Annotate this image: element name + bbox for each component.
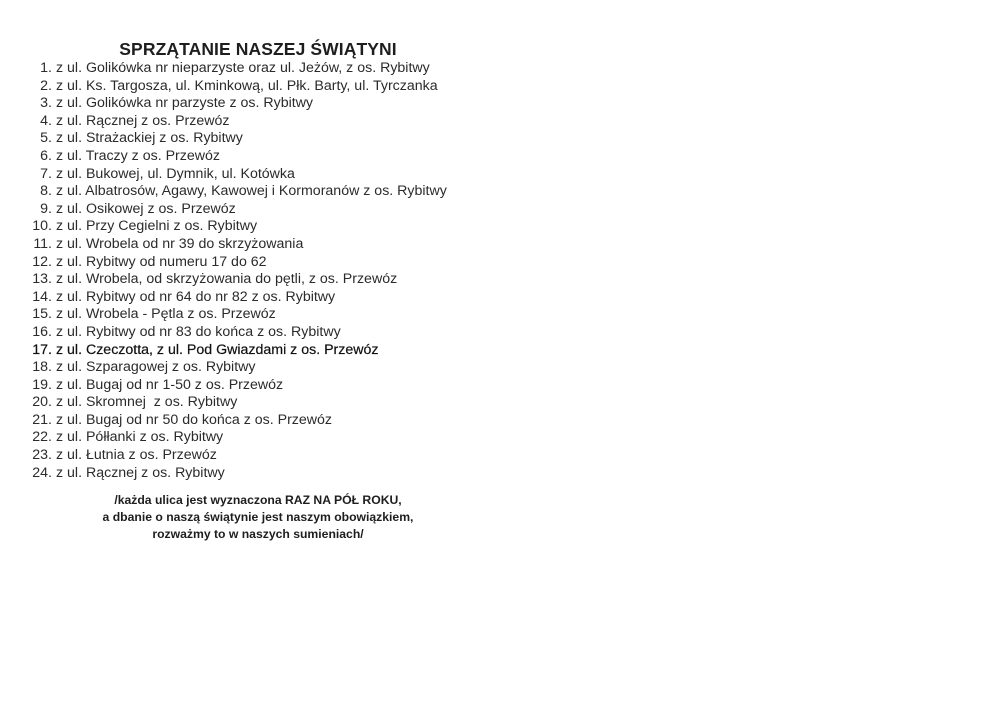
list-item-number: 10. bbox=[32, 218, 52, 235]
list-item-text: z ul. Bugaj od nr 50 do końca z os. Przewóz bbox=[56, 411, 333, 428]
list-item-number: 20. bbox=[32, 394, 52, 411]
list-item-number: 9. bbox=[40, 200, 52, 217]
list-item-text: z ul. Rącznej z os. Rybitwy bbox=[56, 464, 225, 481]
list-item-text: z ul. Rybitwy od nr 83 do końca z os. Rybitwy bbox=[56, 323, 341, 340]
list-item-number: 16. bbox=[32, 323, 52, 340]
list-item-number: 3. bbox=[40, 95, 52, 112]
list-item-number: 22. bbox=[32, 429, 52, 446]
list-item-number: 24. bbox=[32, 464, 52, 481]
list-item-text: z ul. Czeczotta, z ul. Pod Gwiazdami z os. Przewóz bbox=[56, 341, 379, 358]
list-item-number: 8. bbox=[40, 183, 52, 200]
list-item-number: 2. bbox=[40, 77, 52, 94]
list-item-text: z ul. Łutnia z os. Przewóz bbox=[56, 447, 217, 464]
list-item-number: 6. bbox=[40, 147, 52, 164]
footer-note-line: rozważmy to w naszych sumieniach/ bbox=[152, 527, 364, 542]
footer-note-line: /każda ulica jest wyznaczona RAZ NA PÓŁ ROKU, bbox=[114, 493, 402, 507]
list-item-text: z ul. Rybitwy od numeru 17 do 62 bbox=[56, 253, 267, 270]
list-item-text: z ul. Albatrosów, Agawy, Kawowej i Kormoranów z os. Rybitwy bbox=[56, 183, 447, 200]
list-item-text: z ul. Szparagowej z os. Rybitwy bbox=[56, 359, 256, 376]
list-item-number: 14. bbox=[32, 288, 52, 305]
list-item-number: 12. bbox=[32, 253, 52, 270]
list-item-text: z ul. Skromnej z os. Rybitwy bbox=[56, 394, 238, 411]
footer-note-line: a dbanie o naszą świątynie jest naszym obowiązkiem, bbox=[102, 510, 414, 525]
list-item-number: 15. bbox=[32, 306, 52, 323]
list-item-number: 11. bbox=[33, 235, 52, 252]
list-item-text: z ul. Bugaj od nr 1-50 z os. Przewóz bbox=[56, 376, 284, 393]
list-item-text: z ul. Wrobela od nr 39 do skrzyżowania bbox=[56, 235, 304, 252]
list-item-text: z ul. Strażackiej z os. Rybitwy bbox=[56, 130, 243, 147]
list-item-text: z ul. Traczy z os. Przewóz bbox=[56, 147, 220, 164]
list-item-text: z ul. Osikowej z os. Przewóz bbox=[56, 200, 236, 217]
list-item-number: 1. bbox=[40, 60, 52, 76]
list-item-text: z ul. Wrobela, od skrzyżowania do pętli, z os. Przewóz bbox=[56, 271, 398, 288]
list-item-number: 18. bbox=[32, 359, 52, 376]
list-item-number: 21. bbox=[32, 411, 52, 428]
list-item-text: z ul. Półłanki z os. Rybitwy bbox=[56, 429, 224, 446]
list-item-number: 17. bbox=[32, 341, 52, 358]
list-item-text: z ul. Bukowej, ul. Dymnik, ul. Kotówka bbox=[56, 165, 295, 182]
list-item-text: z ul. Wrobela - Pętla z os. Przewóz bbox=[56, 306, 276, 323]
document-title: SPRZĄTANIE NASZEJ ŚWIĄTYNI bbox=[119, 39, 397, 59]
list-item-number: 23. bbox=[32, 447, 52, 464]
list-item-text: z ul. Golikówka nr nieparzyste oraz ul. Jeżów, z os. Rybitwy bbox=[56, 60, 430, 76]
list-item-text: z ul. Przy Cegielni z os. Rybitwy bbox=[56, 218, 258, 235]
list-item-number: 7. bbox=[40, 165, 52, 182]
list-item-text: z ul. Rącznej z os. Przewóz bbox=[56, 112, 230, 129]
list-item-text: z ul. Ks. Targosza, ul. Kminkową, ul. Płk. Barty, ul. Tyrczanka bbox=[56, 77, 438, 94]
footer-note bbox=[0, 492, 516, 544]
list-item-number: 19. bbox=[32, 376, 52, 393]
list-item-number: 5. bbox=[40, 130, 52, 147]
list-item-text: z ul. Rybitwy od nr 64 do nr 82 z os. Rybitwy bbox=[56, 288, 336, 305]
list-item-number: 13. bbox=[32, 271, 52, 288]
list-item-text: z ul. Golikówka nr parzyste z os. Rybitwy bbox=[56, 95, 314, 112]
list-item-number: 4. bbox=[40, 112, 52, 129]
